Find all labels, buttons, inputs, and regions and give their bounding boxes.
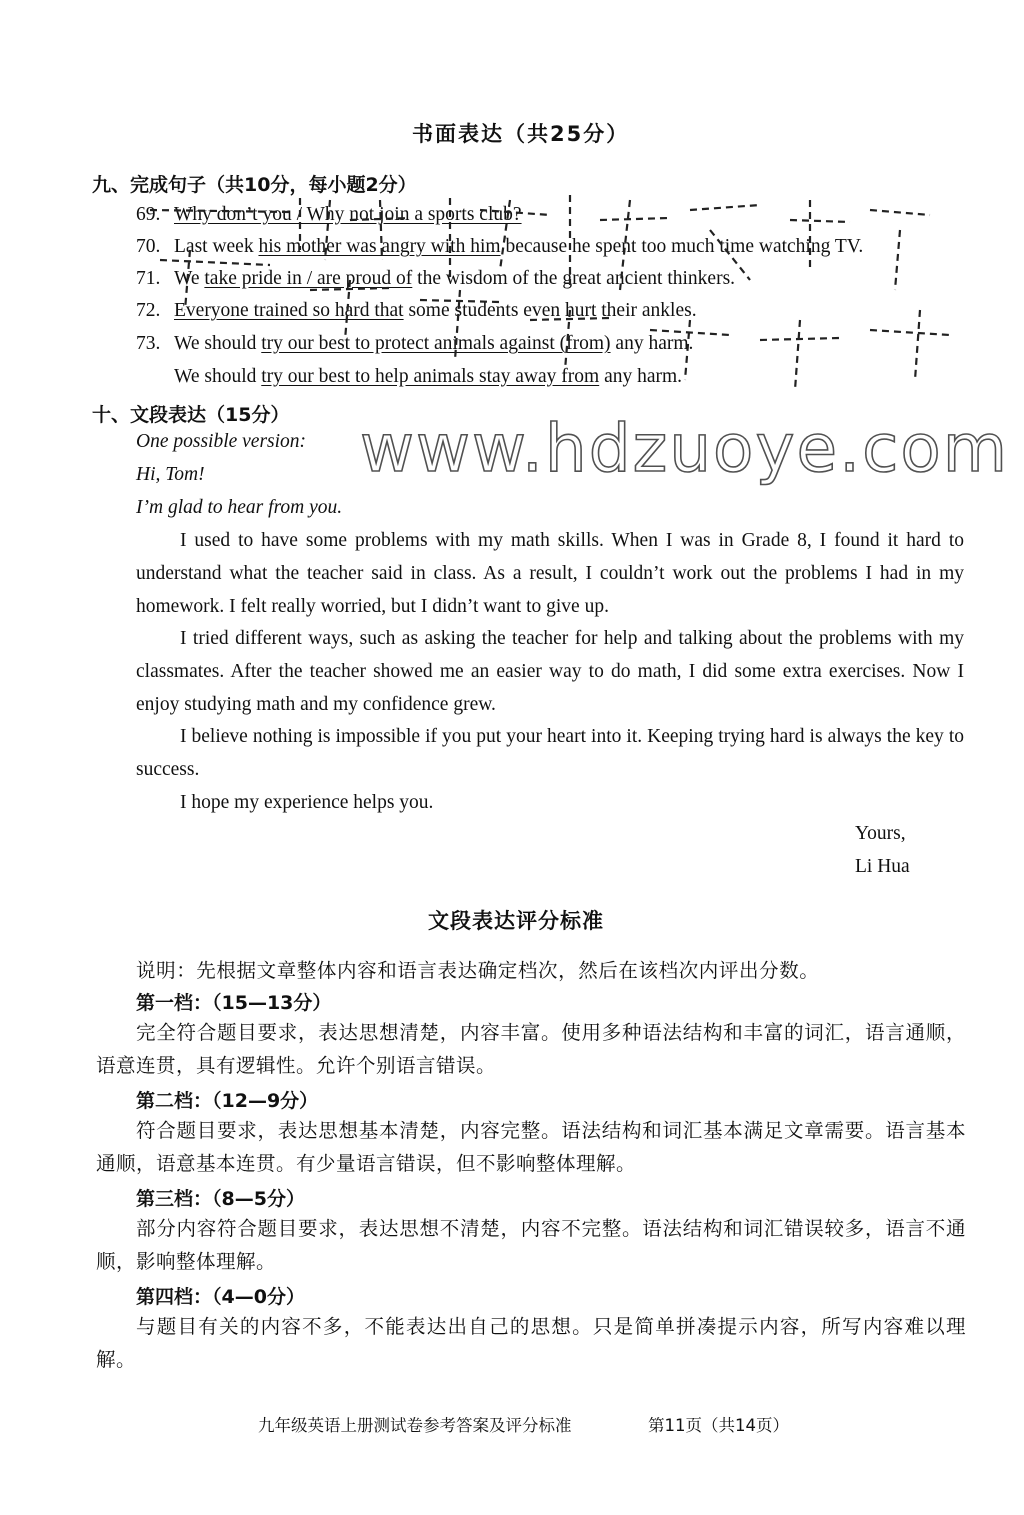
sentence-number: 73. bbox=[136, 333, 161, 354]
page-title: 书面表达（共25分） bbox=[412, 122, 630, 146]
sentence-number: 71. bbox=[136, 268, 161, 289]
sentence-number: 69. bbox=[136, 204, 161, 225]
rubric-level-1-label: 第一档：（15—13分） bbox=[136, 992, 332, 1014]
rubric-level-4-label: 第四档：（4—0分） bbox=[136, 1286, 305, 1308]
sentence-text: because he spent too much time watching TV. bbox=[500, 236, 864, 257]
sentence-text: We bbox=[174, 268, 205, 289]
rubric-level-4-text: 与题目有关的内容不多，不能表达出自己的思想。只是简单拼凑提示内容，所写内容难以理解。 bbox=[96, 1315, 966, 1371]
version-label: One possible version: bbox=[136, 431, 307, 452]
sentence-text: any harm. bbox=[599, 366, 683, 387]
letter-signature: Li Hua bbox=[855, 856, 910, 877]
rubric-level-2-label: 第二档：（12—9分） bbox=[136, 1090, 319, 1112]
answer-text: try our best to help animals stay away from bbox=[261, 366, 600, 387]
sentence-number: 72. bbox=[136, 300, 161, 321]
answer-text: take pride in / are proud of bbox=[204, 268, 413, 289]
letter-greeting: Hi, Tom! bbox=[136, 464, 205, 485]
sentence-text: Last week bbox=[174, 236, 259, 257]
rubric-intro: 说明：先根据文章整体内容和语言表达确定档次，然后在该档次内评出分数。 bbox=[136, 959, 820, 982]
answer-text: his mother was angry with him bbox=[258, 236, 501, 257]
answer-text: Why don’t you / Why not join a sports club? bbox=[174, 204, 522, 225]
sentence-text: any harm. bbox=[610, 333, 694, 354]
section-ten-heading: 十、文段表达（15分） bbox=[92, 404, 290, 426]
rubric-level-3-text: 部分内容符合题目要求，表达思想不清楚，内容不完整。语法结构和词汇错误较多，语言不通顺，影响整体理解。 bbox=[96, 1217, 966, 1273]
letter-opening: I’m glad to hear from you. bbox=[136, 497, 343, 518]
rubric-title: 文段表达评分标准 bbox=[428, 909, 604, 933]
footer-page-number: 第11页（共14页） bbox=[648, 1416, 789, 1435]
letter-paragraph-3: I believe nothing is impossible if you put your heart into it. Keeping trying hard is always the key to success. bbox=[136, 726, 964, 780]
sentence-number: 70. bbox=[136, 236, 161, 257]
sentence-text: some students even hurt their ankles. bbox=[403, 300, 697, 321]
rubric-level-2-text: 符合题目要求，表达思想基本清楚，内容完整。语法结构和词汇基本满足文章需要。语言基本通顺，语意基本连贯。有少量语言错误，但不影响整体理解。 bbox=[96, 1119, 966, 1175]
letter-paragraph-4: I hope my experience helps you. bbox=[180, 792, 434, 813]
sentence-text: We should bbox=[174, 333, 262, 354]
answer-text: try our best to protect animals against (from) bbox=[261, 333, 611, 354]
letter-paragraph-2: I tried different ways, such as asking the teacher for help and talking about the problems with my classmates. After the teacher showed me an easier way to do math, I did some extra exercises. Now I enjoy studying math and my confidence grew. bbox=[136, 628, 964, 715]
rubric-level-1-text: 完全符合题目要求，表达思想清楚，内容丰富。使用多种语法结构和丰富的词汇，语言通顺，语意连贯，具有逻辑性。允许个别语言错误。 bbox=[96, 1021, 966, 1077]
watermark-text: www.hdzuoye.com bbox=[360, 410, 1010, 487]
rubric-level-3-label: 第三档：（8—5分） bbox=[136, 1188, 305, 1210]
section-nine-heading: 九、完成句子（共10分，每小题2分） bbox=[92, 174, 417, 196]
watermark-banner-graphic bbox=[150, 190, 970, 400]
sentence-text: We should bbox=[174, 366, 262, 387]
answer-text: Everyone trained so hard that bbox=[174, 300, 404, 321]
letter-closing: Yours, bbox=[855, 823, 906, 844]
footer-doc-title: 九年级英语上册测试卷参考答案及评分标准 bbox=[258, 1416, 572, 1435]
letter-paragraph-1: I used to have some problems with my math skills. When I was in Grade 8, I found it hard to understand what the teacher said in class. As a result, I couldn’t work out the problems I had in my homework. I felt really worried, but I didn’t want to give up. bbox=[136, 530, 964, 617]
sentence-text: the wisdom of the great ancient thinkers. bbox=[412, 268, 736, 289]
